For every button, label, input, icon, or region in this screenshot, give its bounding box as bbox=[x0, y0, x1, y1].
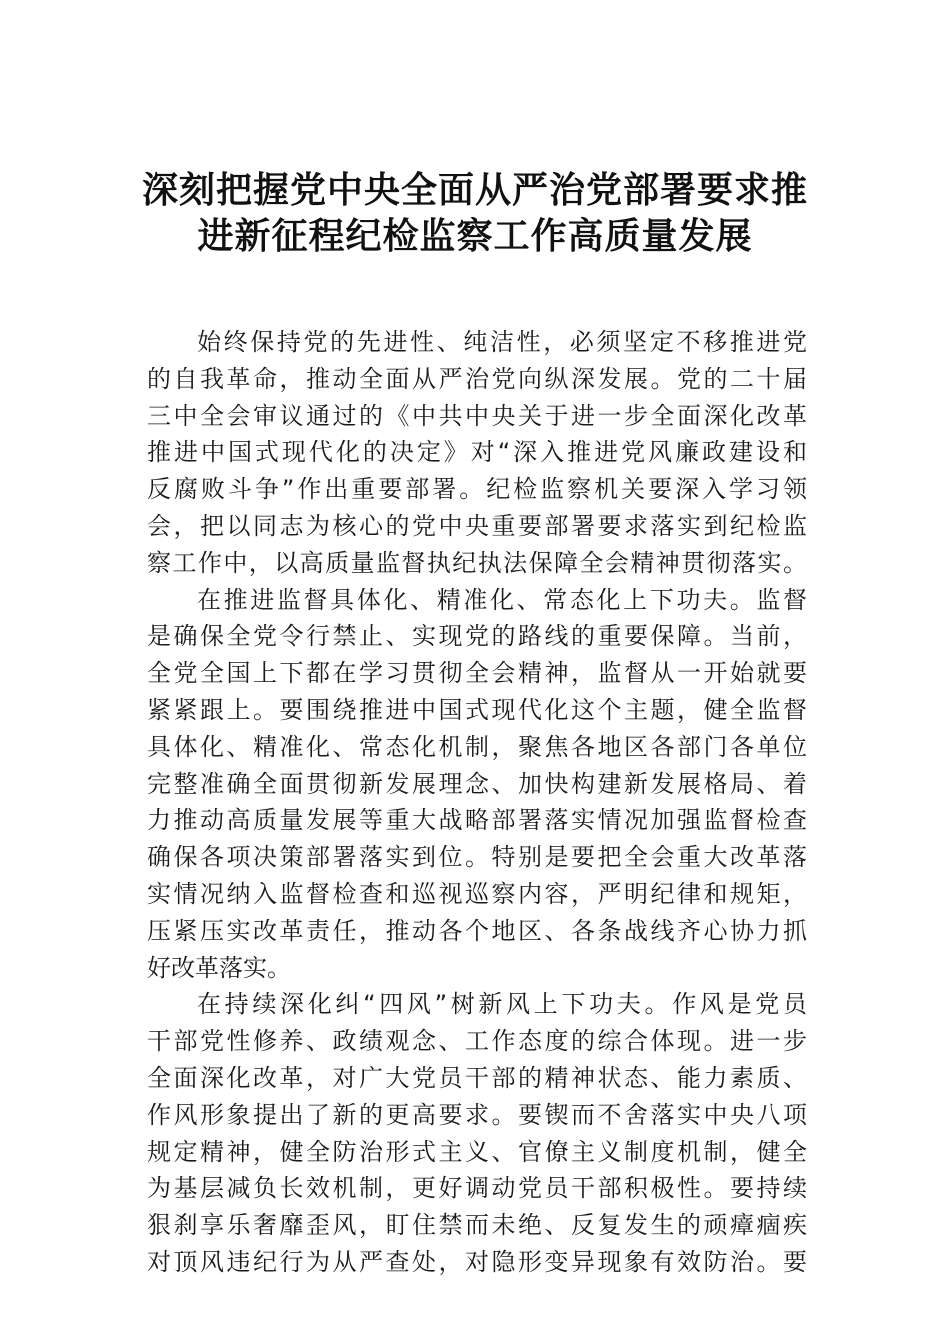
title-line-1: 深刻把握党中央全面从严治党部署要求推 bbox=[141, 169, 808, 211]
paragraph-1-line: 会，把以同志为核心的党中央重要部署要求落实到纪检监 bbox=[147, 511, 807, 540]
paragraph-1-line: 三中全会审议通过的《中共中央关于进一步全面深化改革 bbox=[147, 401, 807, 430]
paragraph-1-line: 反腐败斗争”作出重要部署。纪检监察机关要深入学习领 bbox=[147, 475, 807, 504]
paragraph-3-line: 在持续深化纠“四风”树新风上下功夫。作风是党员 bbox=[197, 990, 807, 1019]
paragraph-2-line: 具体化、精准化、常态化机制，聚焦各地区各部门各单位 bbox=[147, 732, 807, 761]
paragraph-3-line: 干部党性修养、政绩观念、工作态度的综合体现。进一步 bbox=[147, 1027, 807, 1056]
paragraph-3-line: 为基层减负长效机制，更好调动党员干部积极性。要持续 bbox=[147, 1174, 807, 1203]
paragraph-2-line: 力推动高质量发展等重大战略部署落实情况加强监督检查 bbox=[147, 806, 807, 835]
paragraph-3-line: 作风形象提出了新的更高要求。要锲而不舍落实中央八项 bbox=[147, 1100, 807, 1129]
title-line-2: 进新征程纪检监察工作高质量发展 bbox=[197, 215, 753, 257]
paragraph-2-line: 紧紧跟上。要围绕推进中国式现代化这个主题，健全监督 bbox=[147, 695, 807, 724]
paragraph-1-line: 推进中国式现代化的决定》对“深入推进党风廉政建设和 bbox=[147, 438, 807, 467]
paragraph-3-line: 对顶风违纪行为从严查处，对隐形变异现象有效防治。要 bbox=[147, 1247, 807, 1276]
paragraph-1-line: 察工作中，以高质量监督执纪执法保障全会精神贯彻落实。 bbox=[147, 548, 807, 577]
paragraph-1-line: 的自我革命，推动全面从严治党向纵深发展。党的二十届 bbox=[147, 364, 807, 393]
paragraph-2-line: 完整准确全面贯彻新发展理念、加快构建新发展格局、着 bbox=[147, 769, 807, 798]
paragraph-3-line: 全面深化改革，对广大党员干部的精神状态、能力素质、 bbox=[147, 1063, 807, 1092]
paragraph-2-line: 是确保全党令行禁止、实现党的路线的重要保障。当前， bbox=[147, 622, 807, 651]
paragraph-2-line: 在推进监督具体化、精准化、常态化上下功夫。监督 bbox=[197, 585, 807, 614]
paragraph-2-line: 压紧压实改革责任，推动各个地区、各条战线齐心协力抓 bbox=[147, 916, 807, 945]
paragraph-2-line: 好改革落实。 bbox=[147, 953, 291, 982]
body-text bbox=[147, 324, 807, 1281]
paragraph-2-line: 实情况纳入监督检查和巡视巡察内容，严明纪律和规矩， bbox=[147, 879, 807, 908]
paragraph-2-line: 确保各项决策部署落实到位。特别是要把全会重大改革落 bbox=[147, 843, 807, 872]
paragraph-2-line: 全党全国上下都在学习贯彻全会精神，监督从一开始就要 bbox=[147, 659, 807, 688]
paragraph-3-line: 狠刹享乐奢靡歪风，盯住禁而未绝、反复发生的顽瘴痼疾 bbox=[147, 1211, 807, 1240]
paragraph-3-line: 规定精神，健全防治形式主义、官僚主义制度机制，健全 bbox=[147, 1137, 807, 1166]
paragraph-1-line: 始终保持党的先进性、纯洁性，必须坚定不移推进党 bbox=[197, 328, 807, 356]
